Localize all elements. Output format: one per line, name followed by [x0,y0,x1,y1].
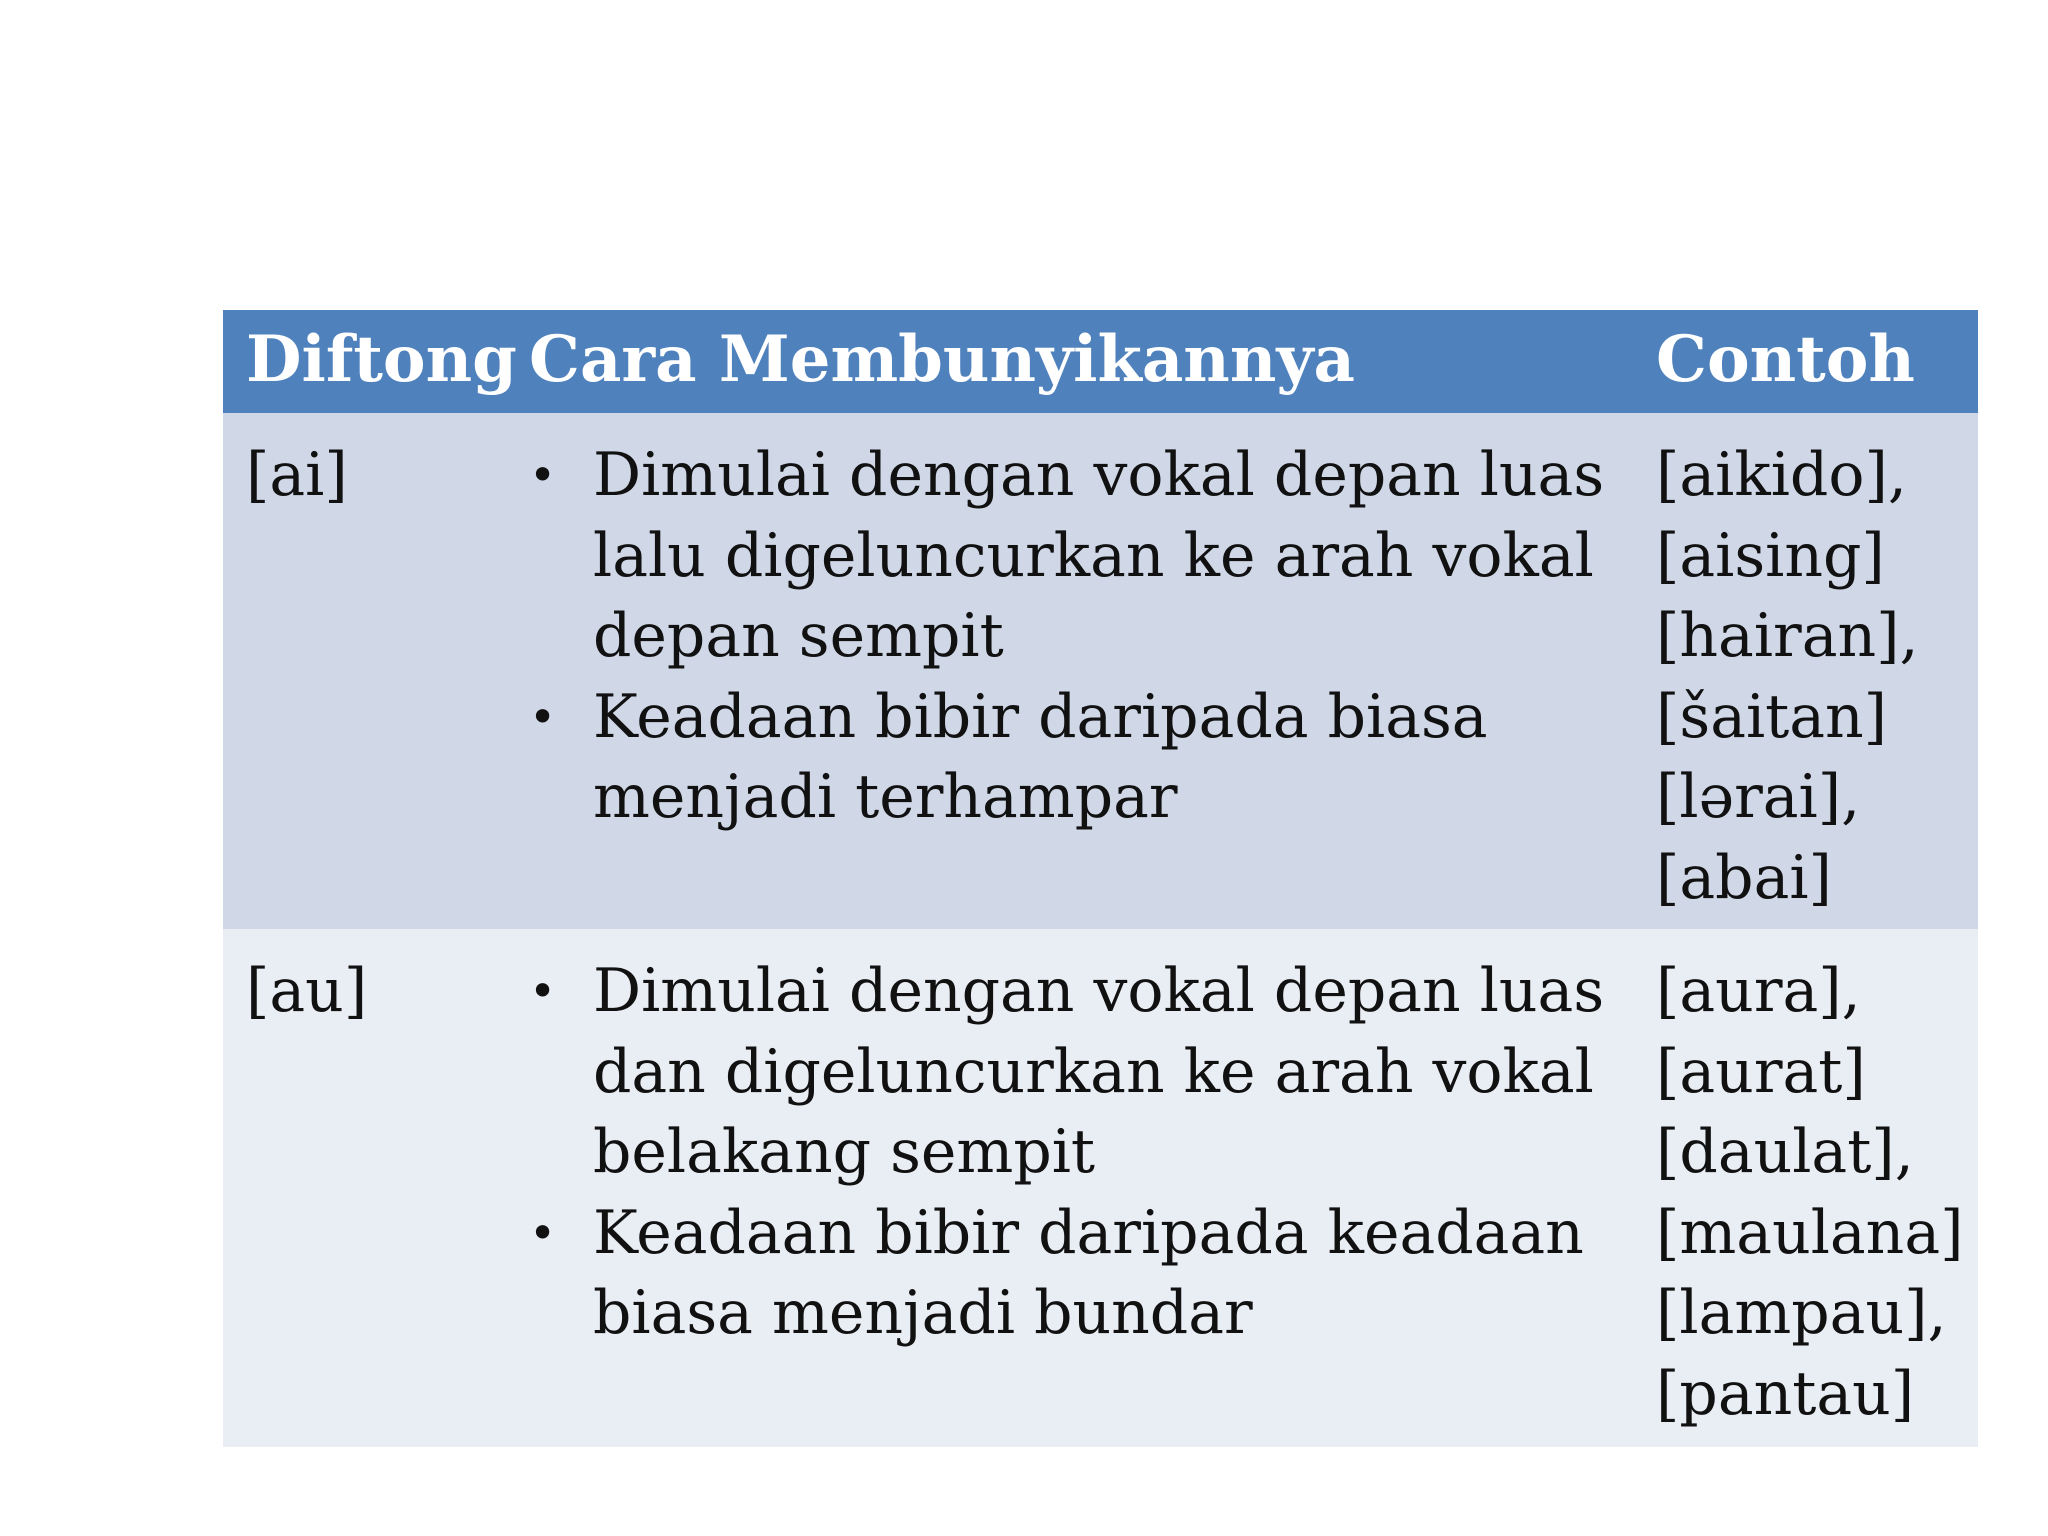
diphthong-table [223,310,1978,1447]
description-cell [529,435,1619,838]
description-line: biasa menjadi bundar [593,1278,1253,1348]
examples-cell [1656,951,1976,1434]
bullet-icon: • [529,964,557,1018]
bullet-icon: • [529,689,557,744]
example-word: [aurat] [1656,1036,1866,1107]
list-item [529,951,1619,1193]
bullet-icon: • [529,448,557,502]
header-diftong: Diftong [246,322,517,397]
example-word: [hairan], [1656,601,1919,671]
description-line: Keadaan bibir daripada biasa [593,681,1488,752]
header-contoh: Contoh [1656,322,1915,397]
description-line: Dimulai dengan vokal depan luas [593,956,1605,1026]
table-row [223,929,1978,1447]
description-line: Keadaan bibir daripada keadaan [593,1197,1584,1268]
example-word: [lərai], [1656,762,1861,832]
list-item [529,677,1619,838]
diftong-cell: [au] [246,956,368,1026]
description-line: Dimulai dengan vokal depan luas [593,440,1605,510]
description-line: belakang sempit [593,1117,1096,1187]
example-word: [šaitan] [1656,681,1888,752]
table-row [223,413,1978,929]
example-word: [aikido], [1656,440,1907,510]
description-line: depan sempit [593,601,1004,671]
example-word: [aura], [1656,956,1861,1026]
example-word: [lampau], [1656,1278,1947,1348]
list-item [529,435,1619,677]
description-line: menjadi terhampar [593,762,1178,832]
example-word: [daulat], [1656,1117,1914,1187]
header-cara-membunyikannya: Cara Membunyikannya [529,322,1355,397]
example-word: [aising] [1656,520,1885,591]
description-cell [529,951,1619,1354]
diftong-cell: [ai] [246,440,348,510]
bullet-icon: • [529,1205,557,1260]
list-item [529,1193,1619,1354]
example-word: [pantau] [1656,1358,1915,1429]
description-line: dan digeluncurkan ke arah vokal [593,1036,1594,1107]
examples-cell [1656,435,1976,918]
example-word: [abai] [1656,842,1832,913]
example-word: [maulana] [1656,1197,1964,1268]
description-line: lalu digeluncurkan ke arah vokal [593,520,1594,591]
table-header [223,310,1978,413]
